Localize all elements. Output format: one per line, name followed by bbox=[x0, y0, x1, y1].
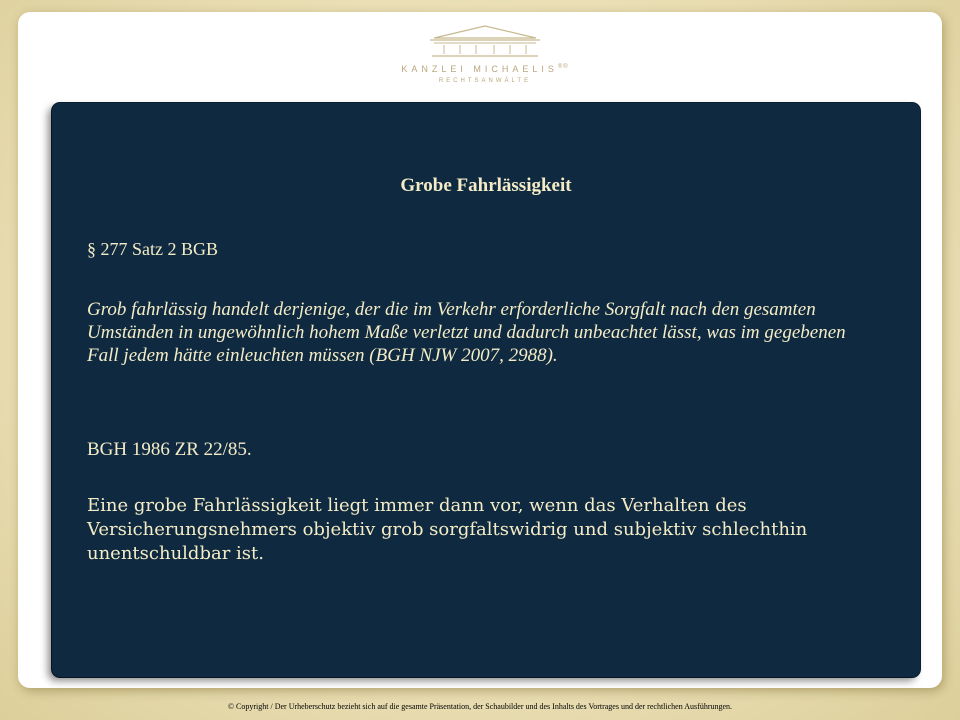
citation-text: BGH 1986 ZR 22/85. bbox=[87, 439, 252, 460]
section-heading: § 277 Satz 2 BGB bbox=[87, 239, 219, 259]
explanation-text: Eine grobe Fahrlässigkeit liegt immer dann vor, wenn das Verhalten des Versicherungsnehmers objektiv grob sorgfaltswidrig und subjektiv schlechthin unentschuldbar ist. bbox=[87, 495, 808, 564]
content-panel bbox=[52, 103, 920, 677]
definition-text: Grob fahrlässig handelt derjenige, der die im Verkehr erforderliche Sorgfalt nach den gesamten Umständen in ungewöhnlich hohem Maße verletzt und dadurch unbeachtet lässt, was im gegebenen Fall jedem hätte einleuchten müssen (BGH NJW 2007, 2988). bbox=[87, 299, 846, 366]
logo-firm-name-text: KANZLEI MICHAELIS bbox=[401, 64, 558, 74]
copyright-footer: © Copyright / Der Urheberschutz bezieht sich auf die gesamte Präsentation, der Schaubilder und des Inhalts des Vortrages und der rechtlichen Ausführungen. bbox=[227, 702, 733, 711]
slide-title: Grobe Fahrlässigkeit bbox=[400, 175, 572, 196]
firm-logo bbox=[380, 22, 590, 92]
logo-firm-subtitle: RECHTSANWÄLTE bbox=[438, 78, 532, 84]
logo-firm-name bbox=[380, 64, 590, 74]
building-icon bbox=[380, 22, 590, 64]
logo-firm-suffix: ®® bbox=[557, 64, 569, 70]
